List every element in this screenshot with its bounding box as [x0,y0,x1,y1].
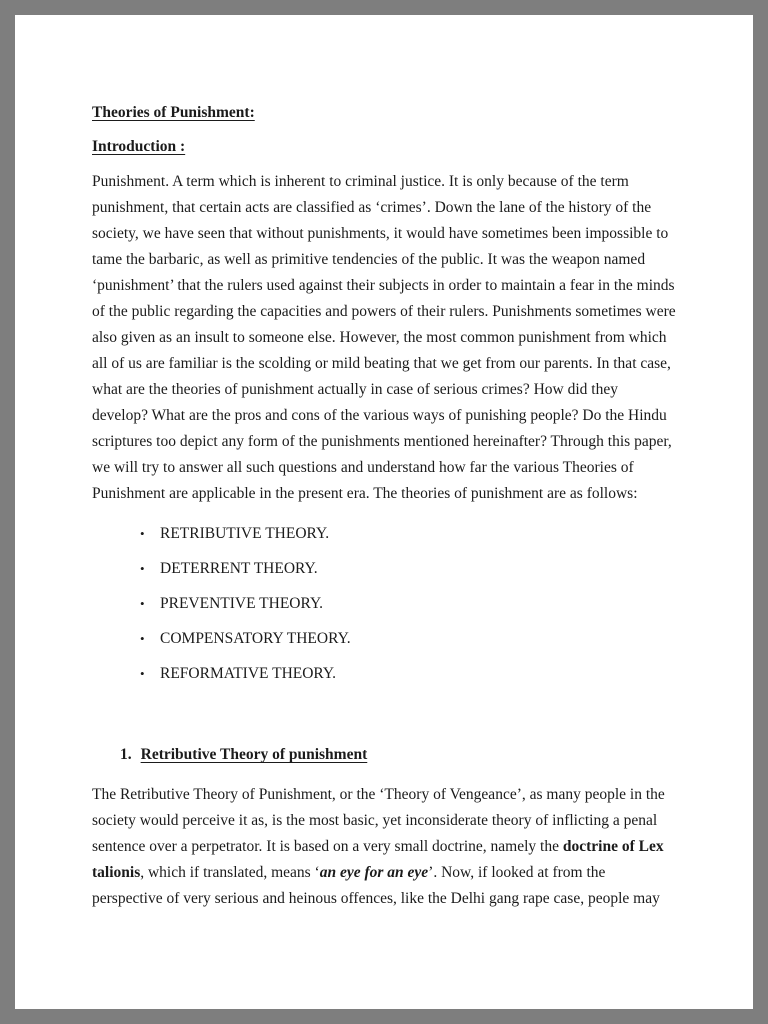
intro-heading-text: Introduction : [92,138,186,155]
theory-list-item-text: DETERRENT THEORY. [160,560,318,577]
section1-paragraph [92,782,676,912]
bullet-icon: • [140,526,145,541]
theory-list-item [140,521,676,547]
document-title [92,100,676,126]
section1-paragraph-bold: doctrine of Lex talionis [92,838,664,881]
theory-list-item-text: REFORMATIVE THEORY. [160,665,336,682]
section1-heading-text: Retributive Theory of punishment [140,746,368,763]
document-title-text: Theories of Punishment: [92,104,255,121]
theory-list-item [140,556,676,582]
theory-list-item [140,626,676,652]
section1-paragraph-part: The Retributive Theory of Punishment, or the ‘Theory of Vengeance’, as many people in the society would perceive it as, is the most basic, yet inconsiderate theory of inflicting a penal sentence over a perpetrator. It is based on a very small doctrine, namely the [92,786,665,855]
theory-list-item-text: COMPENSATORY THEORY. [160,630,351,647]
document-page [15,15,753,1009]
theory-list-item [140,591,676,617]
bullet-icon: • [140,596,145,611]
section1-heading [120,742,676,768]
bullet-icon: • [140,666,145,681]
theory-list-item-text: RETRIBUTIVE THEORY. [160,525,330,542]
section1-paragraph-part: ’. Now, if looked at from the perspective of very serious and heinous offences, like the Delhi gang rape case, people may [92,864,660,907]
theory-list-item-text: PREVENTIVE THEORY. [160,595,324,612]
section1-number: 1. [120,746,132,763]
intro-heading [92,134,676,160]
bullet-icon: • [140,561,145,576]
section1-paragraph-part: , which if translated, means ‘ [140,864,320,881]
intro-paragraph: Punishment. A term which is inherent to criminal justice. It is only because of the term punishment, that certain acts are classified as ‘crimes’. Down the lane of the history of the society, we have seen that without punishments, it would have sometimes been impossible to tame the barbaric, as well as primitive tendencies of the public. It was the weapon named ‘punishment’ that the rulers used against their subjects in order to maintain a fear in the minds of the public regarding the capacities and powers of their rulers. Punishments sometimes were also given as an insult to someone else. However, the most common punishment from which all of us are familiar is the scolding or mild beating that we get from our parents. In that case, what are the theories of punishment actually in case of serious crimes? How did they develop? What are the pros and cons of the various ways of punishing people? Do the Hindu scriptures too depict any form of the punishments mentioned hereinafter? Through this paper, we will try to answer all such questions and understand how far the various Theories of Punishment are applicable in the present era. The theories of punishment are as follows: [92,173,676,502]
theory-list-item [140,661,676,687]
section1-paragraph-bold-italic: an eye for an eye [319,864,429,881]
bullet-icon: • [140,631,145,646]
theories-list [140,521,676,687]
